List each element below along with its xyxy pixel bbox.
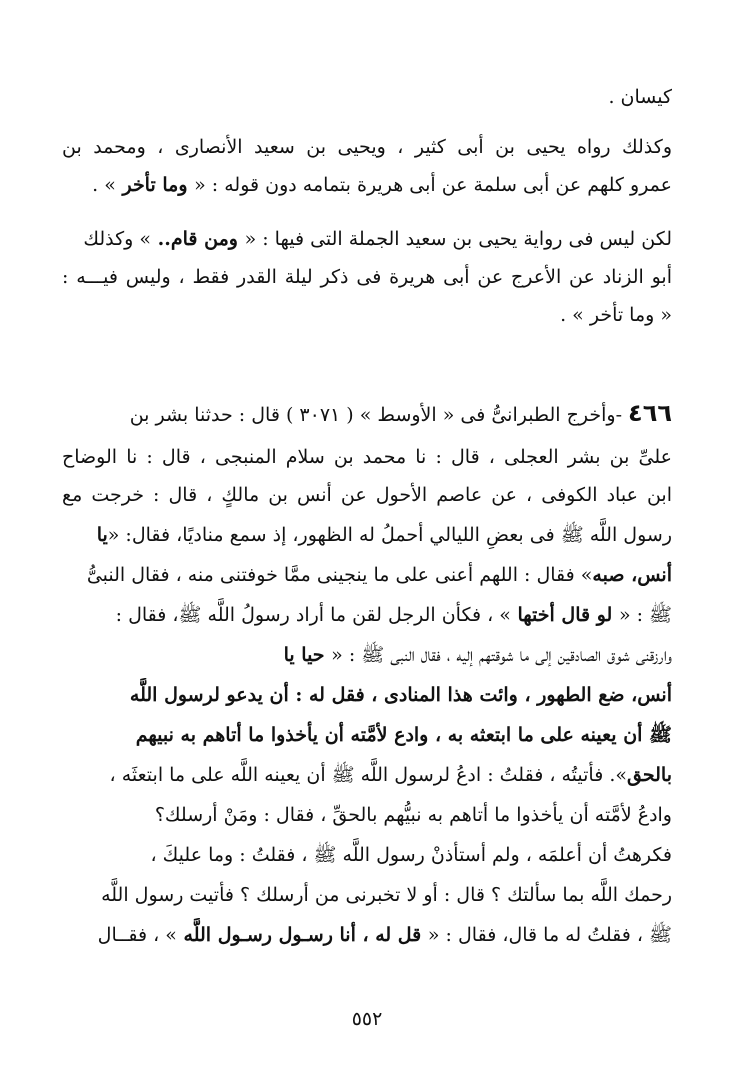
text-line bbox=[62, 168, 672, 202]
bold-text: أنس، صبه bbox=[592, 564, 672, 586]
bold-text: قل له ، أنا رسـول رسـول اللَّه bbox=[176, 924, 428, 946]
text-line bbox=[62, 798, 672, 832]
text-line bbox=[62, 298, 672, 332]
text-span: عمرو كلهم عن أبى سلمة عن أبى هريرة بتمامه دون قوله : « bbox=[194, 174, 672, 196]
text-span: ﷺ : « bbox=[618, 604, 672, 626]
hadith-number: ٤٦٦ bbox=[628, 399, 672, 427]
text-line bbox=[62, 396, 672, 432]
text-line bbox=[62, 440, 672, 474]
text-span: وكذلك رواه يحيى بن أبى كثير ، ويحيى بن سعيد الأنصارى ، ومحمد بن bbox=[62, 136, 672, 158]
text-span: فكرهتُ أن أعلمَه ، ولم أستأذنْ رسول اللَّه ﷺ ، فقلتُ : وما عليكَ ، bbox=[150, 844, 672, 866]
text-line bbox=[62, 678, 672, 712]
text-line bbox=[62, 718, 672, 752]
page-number: ٥٥٢ bbox=[351, 1008, 383, 1030]
text-span: رحمك اللَّه بما سألتك ؟ قال : أو لا تخبرنى من أرسلك ؟ فأتيت رسول اللَّه bbox=[101, 884, 672, 906]
text-line bbox=[62, 518, 672, 552]
text-span: أبو الزناد عن الأعرج عن أبى هريرة فى ذكر ليلة القدر فقط ، وليس فيـــه : bbox=[62, 266, 672, 288]
text-span: « وما تأخر » . bbox=[560, 304, 672, 326]
text-line bbox=[62, 758, 672, 792]
text-span: » ، فقــال bbox=[97, 924, 177, 946]
text-span: علىِّ بن بشر العجلى ، قال : نا محمد بن سلام المنبجى ، قال : نا الوضاح bbox=[62, 446, 672, 468]
text-span: ». فأتيتُه ، فقلتُ : ادعُ لرسول اللَّه ﷺ أن يعينه اللَّه على ما ابتعثَه ، bbox=[109, 764, 628, 786]
bold-text: حيا يا bbox=[283, 644, 332, 666]
bold-text: بالحق bbox=[627, 764, 672, 786]
text-line bbox=[62, 598, 672, 632]
text-line bbox=[62, 478, 672, 512]
text-span: رسول اللَّه ﷺ فى بعضِ الليالي أحملُ له الظهور، إذ سمع مناديًا، فقال: « bbox=[107, 524, 672, 546]
bold-text: يا bbox=[96, 524, 108, 546]
text-line bbox=[62, 130, 672, 164]
text-line bbox=[62, 80, 672, 114]
text-line bbox=[62, 878, 672, 912]
text-line bbox=[62, 918, 672, 952]
bold-text: أنس، ضع الطهور ، وائت هذا المنادى ، فقل له : أن يدعو لرسول اللَّه bbox=[129, 684, 672, 706]
text-span: وارزقنى شوق الصادقين إلى ما شوقتهم إليه ، فقال النبى ﷺ : « bbox=[331, 644, 672, 666]
text-span: » فقال : اللهم أعنى على ما ينجينى ممَّا خوفتنى منه ، فقال النبىُّ bbox=[86, 564, 593, 586]
text-span: » وكذلك bbox=[83, 228, 152, 250]
text-line bbox=[62, 838, 672, 872]
bold-text: وما تأخر bbox=[115, 174, 195, 196]
text-line bbox=[62, 260, 672, 294]
text-line bbox=[62, 222, 672, 256]
text-span: وادعُ لأمَّته أن يأخذوا ما أتاهم به نبيُّهم بالحقِّ ، فقال : ومَنْ أرسلك؟ bbox=[154, 804, 672, 826]
text-span: ﷺ ، فقلتُ له ما قال، فقال : « bbox=[427, 924, 672, 946]
text-span: لكن ليس فى رواية يحيى بن سعيد الجملة التى فيها : « bbox=[244, 228, 672, 250]
text-span: كيسان . bbox=[608, 86, 672, 108]
text-span: » . bbox=[92, 174, 116, 196]
text-span: -وأخرج الطبرانىُّ فى « الأوسط » ( ٣٠٧١ ) قال : حدثنا بشر بن bbox=[129, 404, 622, 426]
bold-text: ومن قام.. bbox=[151, 228, 245, 250]
bold-text: ﷺ أن يعينه على ما ابتعثه به ، وادع لأمَّته أن يأخذوا ما أتاهم به نبيهم bbox=[135, 724, 672, 746]
bold-text: لو قال أختها bbox=[510, 604, 619, 626]
text-span: » ، فكأن الرجل لقن ما أراد رسولُ اللَّه ﷺ، فقال : bbox=[115, 604, 511, 626]
text-line bbox=[62, 638, 672, 672]
text-line bbox=[62, 558, 672, 592]
text-span: ابن عباد الكوفى ، عن عاصم الأحول عن أنس بن مالكٍ ، قال : خرجت مع bbox=[62, 484, 672, 506]
